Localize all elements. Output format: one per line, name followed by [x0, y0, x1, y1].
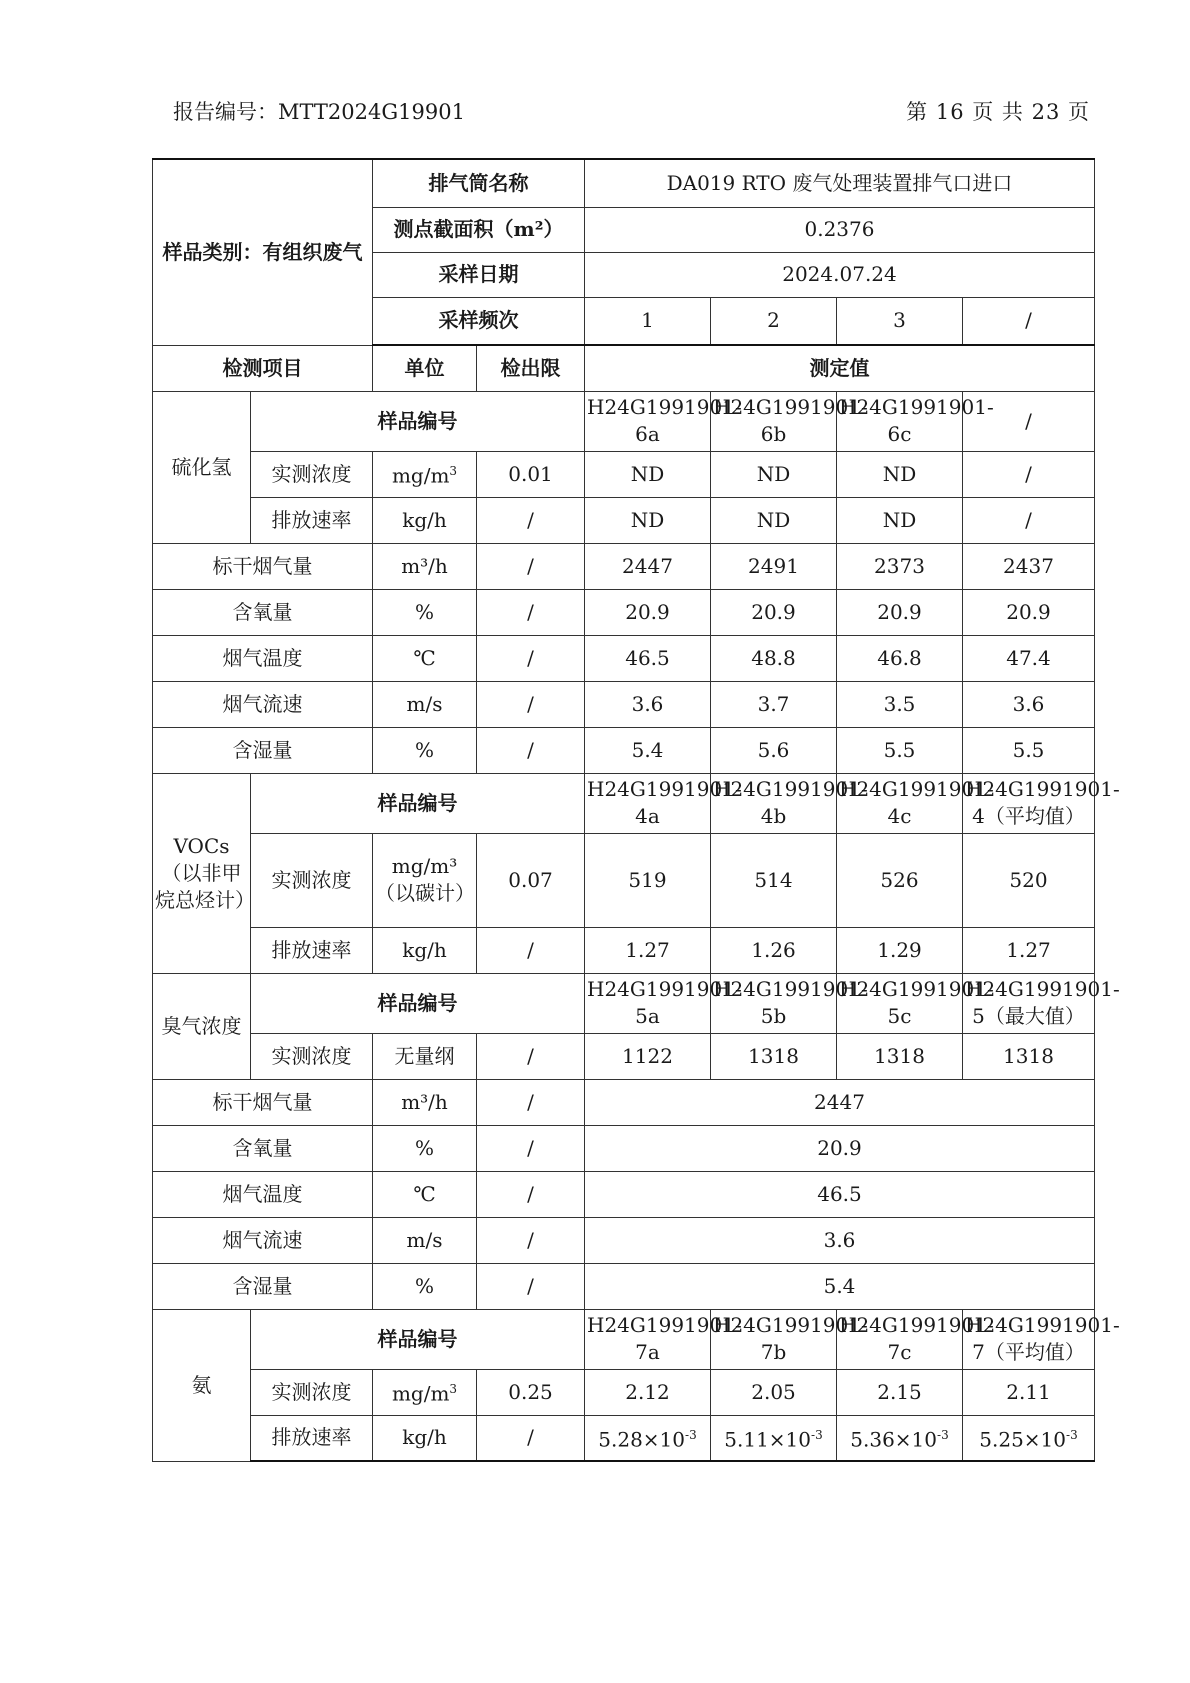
p1-unit-4: % [373, 727, 477, 773]
h2s-rate-3: ND [837, 497, 963, 543]
odor-conc-1: 1122 [585, 1033, 711, 1079]
h2s-conc-limit: 0.01 [477, 451, 585, 497]
freq-4: / [963, 297, 1095, 345]
nh3-rate-label: 排放速率 [251, 1415, 373, 1461]
freq-3: 3 [837, 297, 963, 345]
vocs-id-3: H24G1991901-4c [837, 773, 963, 833]
p1-val-0-3: 2373 [837, 543, 963, 589]
p1-limit-4: / [477, 727, 585, 773]
p2-val-0: 2447 [585, 1079, 1095, 1125]
h2s-conc-unit: $mg/m^3$ [373, 451, 477, 497]
p2-unit-2: ℃ [373, 1171, 477, 1217]
p1-val-1-3: 20.9 [837, 589, 963, 635]
test-results-table [152, 158, 1120, 1462]
p2-name-4: 含湿量 [153, 1263, 373, 1309]
p1-unit-1: % [373, 589, 477, 635]
vocs-sample-label: 样品编号 [251, 773, 585, 833]
h2s-conc-3: ND [837, 451, 963, 497]
p1-val-0-1: 2447 [585, 543, 711, 589]
p1-val-1-1: 20.9 [585, 589, 711, 635]
odor-id-4: H24G1991901-5（最大值） [963, 973, 1095, 1033]
h2s-id-2: H24G1991901-6b [711, 391, 837, 451]
vocs-rate-4: 1.27 [963, 927, 1095, 973]
vocs-id-1: H24G1991901-4a [585, 773, 711, 833]
vocs-conc-limit: 0.07 [477, 833, 585, 927]
freq-2: 2 [711, 297, 837, 345]
col-unit: 单位 [373, 345, 477, 391]
p1-val-3-1: 3.6 [585, 681, 711, 727]
h2s-name: 硫化氢 [153, 391, 251, 543]
p1-limit-0: / [477, 543, 585, 589]
p1-val-0-2: 2491 [711, 543, 837, 589]
p1-name-1: 含氧量 [153, 589, 373, 635]
nh3-conc-2: 2.05 [711, 1369, 837, 1415]
vocs-conc-2: 514 [711, 833, 837, 927]
p2-val-3: 3.6 [585, 1217, 1095, 1263]
odor-id-3: H24G1991901-5c [837, 973, 963, 1033]
nh3-conc-4: 2.11 [963, 1369, 1095, 1415]
vocs-conc-3: 526 [837, 833, 963, 927]
p1-name-3: 烟气流速 [153, 681, 373, 727]
nh3-conc-limit: 0.25 [477, 1369, 585, 1415]
nh3-id-1: H24G1991901-7a [585, 1309, 711, 1369]
p2-val-2: 46.5 [585, 1171, 1095, 1217]
odor-name: 臭气浓度 [153, 973, 251, 1079]
h2s-conc-2: ND [711, 451, 837, 497]
h2s-sample-label: 样品编号 [251, 391, 585, 451]
freq-label: 采样频次 [373, 297, 585, 345]
vocs-rate-limit: / [477, 927, 585, 973]
p1-val-4-2: 5.6 [711, 727, 837, 773]
h2s-conc-1: ND [585, 451, 711, 497]
vocs-rate-label: 排放速率 [251, 927, 373, 973]
odor-conc-unit: 无量纲 [373, 1033, 477, 1079]
odor-conc-limit: / [477, 1033, 585, 1079]
area-label: 测点截面积（m²） [373, 207, 585, 252]
nh3-conc-label: 实测浓度 [251, 1369, 373, 1415]
nh3-id-4: H24G1991901-7（平均值） [963, 1309, 1095, 1369]
odor-conc-4: 1318 [963, 1033, 1095, 1079]
nh3-sample-label: 样品编号 [251, 1309, 585, 1369]
p1-val-3-4: 3.6 [963, 681, 1095, 727]
nh3-name: 氨 [153, 1309, 251, 1461]
date-label: 采样日期 [373, 252, 585, 297]
vocs-id-4: H24G1991901-4（平均值） [963, 773, 1095, 833]
nh3-id-2: H24G1991901-7b [711, 1309, 837, 1369]
p2-limit-3: / [477, 1217, 585, 1263]
vocs-name: VOCs（以非甲烷总烃计） [153, 773, 251, 973]
p2-name-0: 标干烟气量 [153, 1079, 373, 1125]
nh3-conc-3: 2.15 [837, 1369, 963, 1415]
p2-unit-4: % [373, 1263, 477, 1309]
report-number: 报告编号：MTT2024G19901 [173, 100, 465, 124]
p1-unit-2: ℃ [373, 635, 477, 681]
nh3-conc-unit: $mg/m^3$ [373, 1369, 477, 1415]
h2s-rate-unit: kg/h [373, 497, 477, 543]
p1-val-4-1: 5.4 [585, 727, 711, 773]
p1-val-1-4: 20.9 [963, 589, 1095, 635]
nh3-conc-1: 2.12 [585, 1369, 711, 1415]
area-value: 0.2376 [585, 207, 1095, 252]
odor-id-2: H24G1991901-5b [711, 973, 837, 1033]
p2-unit-3: m/s [373, 1217, 477, 1263]
nh3-rate-4: $5.25\times 10^{-3}$ [963, 1415, 1095, 1461]
p1-val-2-2: 48.8 [711, 635, 837, 681]
p2-unit-1: % [373, 1125, 477, 1171]
p1-val-4-3: 5.5 [837, 727, 963, 773]
p1-val-3-3: 3.5 [837, 681, 963, 727]
p1-limit-1: / [477, 589, 585, 635]
page-number: 第 16 页 共 23 页 [906, 100, 1090, 124]
p1-val-3-2: 3.7 [711, 681, 837, 727]
odor-sample-label: 样品编号 [251, 973, 585, 1033]
nh3-rate-unit: kg/h [373, 1415, 477, 1461]
odor-id-1: H24G1991901-5a [585, 973, 711, 1033]
freq-1: 1 [585, 297, 711, 345]
h2s-id-1: H24G1991901-6a [585, 391, 711, 451]
vocs-id-2: H24G1991901-4b [711, 773, 837, 833]
col-value: 测定值 [585, 345, 1095, 391]
p1-name-2: 烟气温度 [153, 635, 373, 681]
nh3-rate-2: $5.11\times 10^{-3}$ [711, 1415, 837, 1461]
vocs-conc-1: 519 [585, 833, 711, 927]
date-value: 2024.07.24 [585, 252, 1095, 297]
h2s-rate-1: ND [585, 497, 711, 543]
col-item: 检测项目 [153, 345, 373, 391]
nh3-rate-limit: / [477, 1415, 585, 1461]
odor-conc-2: 1318 [711, 1033, 837, 1079]
p1-val-2-3: 46.8 [837, 635, 963, 681]
sample-type: 样品类别：有组织废气 [153, 159, 373, 345]
vocs-conc-label: 实测浓度 [251, 833, 373, 927]
nh3-id-3: H24G1991901-7c [837, 1309, 963, 1369]
p2-name-2: 烟气温度 [153, 1171, 373, 1217]
stack-name-label: 排气筒名称 [373, 159, 585, 207]
h2s-conc-label: 实测浓度 [251, 451, 373, 497]
p1-val-1-2: 20.9 [711, 589, 837, 635]
h2s-rate-2: ND [711, 497, 837, 543]
p1-name-0: 标干烟气量 [153, 543, 373, 589]
p2-limit-1: / [477, 1125, 585, 1171]
nh3-rate-3: $5.36\times 10^{-3}$ [837, 1415, 963, 1461]
p2-name-1: 含氧量 [153, 1125, 373, 1171]
p1-limit-2: / [477, 635, 585, 681]
p2-limit-2: / [477, 1171, 585, 1217]
p1-val-4-4: 5.5 [963, 727, 1095, 773]
p1-unit-0: m³/h [373, 543, 477, 589]
h2s-id-4: / [963, 391, 1095, 451]
vocs-rate-3: 1.29 [837, 927, 963, 973]
h2s-rate-limit: / [477, 497, 585, 543]
h2s-id-3: H24G1991901-6c [837, 391, 963, 451]
p1-val-0-4: 2437 [963, 543, 1095, 589]
h2s-rate-4: / [963, 497, 1095, 543]
p2-name-3: 烟气流速 [153, 1217, 373, 1263]
odor-conc-3: 1318 [837, 1033, 963, 1079]
p2-val-4: 5.4 [585, 1263, 1095, 1309]
p2-limit-4: / [477, 1263, 585, 1309]
p1-limit-3: / [477, 681, 585, 727]
h2s-rate-label: 排放速率 [251, 497, 373, 543]
stack-name: DA019 RTO 废气处理装置排气口进口 [585, 159, 1095, 207]
col-limit: 检出限 [477, 345, 585, 391]
vocs-rate-2: 1.26 [711, 927, 837, 973]
vocs-rate-unit: kg/h [373, 927, 477, 973]
p1-name-4: 含湿量 [153, 727, 373, 773]
p2-limit-0: / [477, 1079, 585, 1125]
vocs-conc-unit: mg/m³（以碳计） [373, 833, 477, 927]
odor-conc-label: 实测浓度 [251, 1033, 373, 1079]
p2-unit-0: m³/h [373, 1079, 477, 1125]
p1-val-2-4: 47.4 [963, 635, 1095, 681]
p1-val-2-1: 46.5 [585, 635, 711, 681]
h2s-conc-4: / [963, 451, 1095, 497]
p2-val-1: 20.9 [585, 1125, 1095, 1171]
nh3-rate-1: $5.28\times 10^{-3}$ [585, 1415, 711, 1461]
vocs-conc-4: 520 [963, 833, 1095, 927]
vocs-rate-1: 1.27 [585, 927, 711, 973]
p1-unit-3: m/s [373, 681, 477, 727]
